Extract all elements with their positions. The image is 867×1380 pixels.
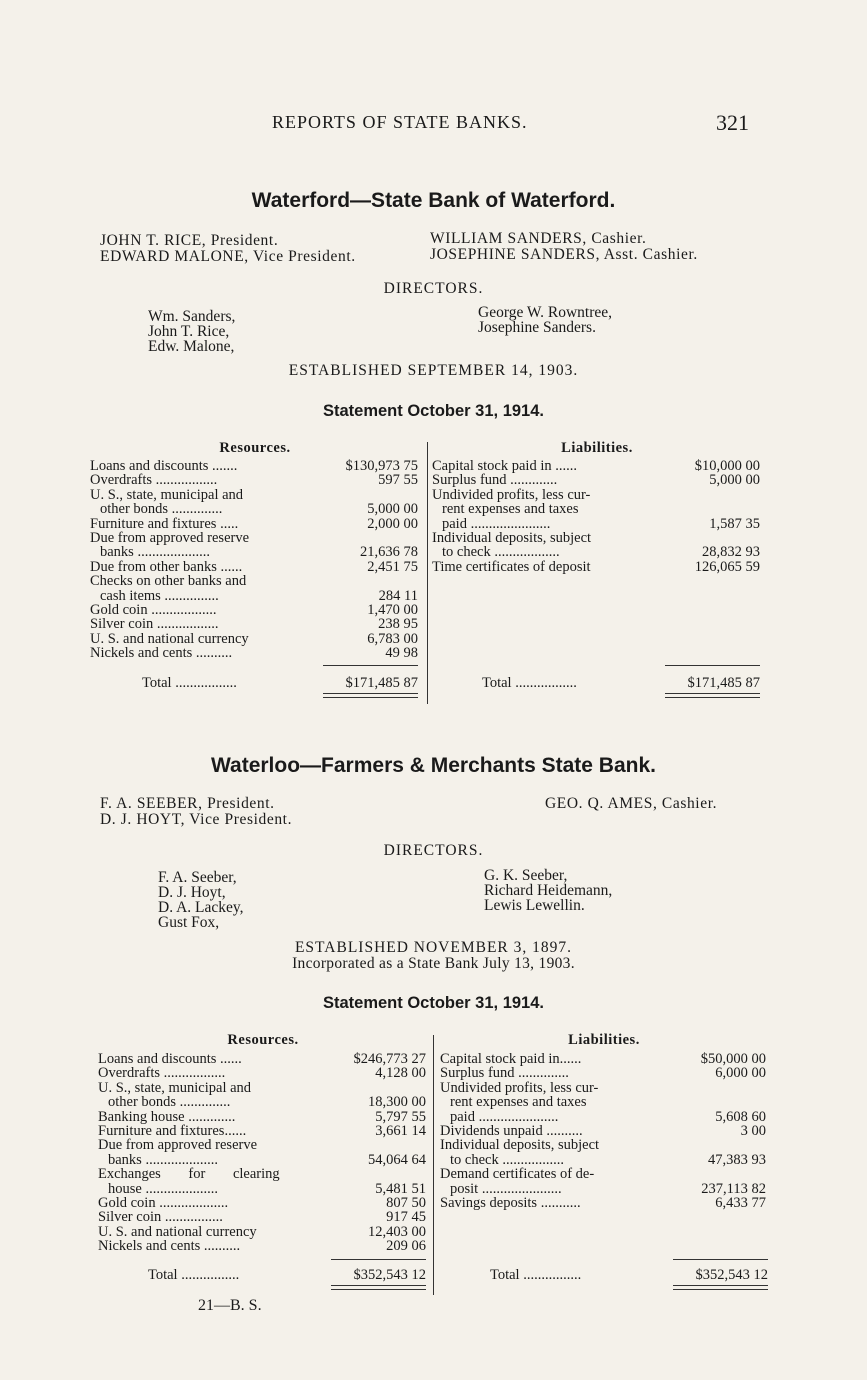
item-value: 2,000 00: [367, 515, 418, 532]
bank1-liabilities-table: [432, 459, 760, 574]
item-value: 2,451 75: [367, 558, 418, 575]
item-label: Overdrafts .................: [98, 1065, 226, 1082]
director: George W. Rowntree,: [478, 304, 613, 321]
item-label: Banking house .............: [98, 1108, 236, 1125]
bank2-incorporated: Incorporated as a State Bank July 13, 1903.: [292, 955, 575, 972]
item-label: Furniture and fixtures......: [98, 1122, 247, 1139]
bank2-resources-table: [98, 1052, 426, 1253]
item-value: 21,636 78: [360, 544, 418, 561]
table-row: [90, 589, 418, 603]
table-row: [440, 1066, 766, 1080]
bank2-resources-total: [148, 1267, 426, 1284]
item-value: 597 55: [378, 472, 418, 489]
director: Josephine Sanders.: [478, 319, 596, 336]
item-value: 3 00: [740, 1122, 766, 1139]
item-value: 284 11: [378, 587, 418, 604]
item-label: U. S. and national currency: [98, 1223, 257, 1240]
bank2-directors-right: [484, 868, 612, 913]
director: D. J. Hoyt,: [158, 884, 226, 901]
item-label: Exchanges for clearing: [98, 1166, 280, 1183]
item-label: banks ....................: [108, 1151, 218, 1168]
bank2-title: Waterloo—Farmers & Merchants State Bank.: [210, 754, 656, 777]
item-value: 807 50: [386, 1194, 426, 1211]
table-row: [98, 1196, 426, 1210]
item-label: Individual deposits, subject: [440, 1137, 600, 1154]
bank1-officers-right: [430, 231, 698, 263]
item-label: Individual deposits, subject: [432, 529, 592, 546]
item-label: Undivided profits, less cur-: [440, 1079, 599, 1096]
item-value: 917 45: [386, 1209, 426, 1226]
bank2-officers-right: [545, 796, 717, 812]
item-value: $10,000 00: [694, 458, 760, 474]
item-label: to check ..................: [442, 544, 560, 561]
director: Lewis Lewellin.: [484, 897, 585, 914]
item-label: Checks on other banks and: [90, 573, 247, 590]
item-label: paid ......................: [450, 1108, 559, 1125]
bank2-resources-heading: Resources.: [227, 1032, 299, 1048]
bank1-title: Waterford—State Bank of Waterford.: [251, 189, 616, 212]
table-row: [432, 545, 760, 559]
director: Gust Fox,: [158, 914, 220, 931]
bank1-resources-table: [90, 459, 418, 660]
bank2-directors-heading: DIRECTORS.: [383, 842, 484, 859]
table-row: [90, 603, 418, 617]
item-label: other bonds ..............: [108, 1094, 231, 1111]
item-value: 6,000 00: [715, 1065, 766, 1082]
item-label: Undivided profits, less cur-: [432, 486, 591, 503]
table-row: [432, 502, 760, 516]
double-rule: [331, 1289, 426, 1290]
item-label: Nickels and cents ..........: [90, 645, 233, 662]
table-row: [98, 1210, 426, 1224]
table-row: [98, 1110, 426, 1124]
table-row: [440, 1095, 766, 1109]
table-row: [440, 1138, 766, 1152]
double-rule: [323, 697, 418, 698]
officer-line: D. J. HOYT, Vice President.: [100, 811, 293, 828]
item-label: Overdrafts .................: [90, 472, 218, 489]
item-label: Due from other banks ......: [90, 558, 243, 575]
officer-line: JOSEPHINE SANDERS, Asst. Cashier.: [430, 246, 698, 263]
double-rule: [665, 697, 760, 698]
item-label: Demand certificates of de-: [440, 1166, 595, 1183]
table-row: [440, 1124, 766, 1138]
item-value: 209 06: [386, 1238, 426, 1255]
bank1-established: ESTABLISHED SEPTEMBER 14, 1903.: [288, 362, 579, 379]
item-label: Gold coin ..................: [90, 601, 217, 618]
officer-line: EDWARD MALONE, Vice President.: [100, 248, 356, 265]
bank2-directors-left: [158, 870, 244, 930]
double-rule: [673, 1289, 768, 1290]
item-value: 18,300 00: [368, 1094, 426, 1111]
table-row: [98, 1182, 426, 1196]
item-value: 4,128 00: [375, 1065, 426, 1082]
total-value: $352,543 12: [353, 1267, 426, 1283]
bank1-directors-left: [148, 309, 235, 354]
total-label: Total .................: [142, 675, 237, 691]
item-value: 238 95: [378, 616, 418, 633]
item-value: $246,773 27: [353, 1051, 426, 1067]
total-rule: [331, 1259, 426, 1260]
item-label: Furniture and fixtures .....: [90, 515, 239, 532]
director: Richard Heidemann,: [484, 882, 613, 899]
item-label: rent expenses and taxes: [442, 501, 579, 518]
table-row: [98, 1225, 426, 1239]
item-label: Due from approved reserve: [90, 529, 250, 546]
table-row: [432, 459, 760, 473]
item-value: 47,383 93: [708, 1151, 766, 1168]
item-value: 1,470 00: [367, 601, 418, 618]
total-value: $352,543 12: [695, 1267, 768, 1283]
officer-line: WILLIAM SANDERS, Cashier.: [430, 230, 647, 247]
double-rule: [673, 1285, 768, 1286]
bank1-directors-right: [478, 305, 612, 335]
table-row: [432, 473, 760, 487]
table-row: [440, 1196, 766, 1210]
item-value: 5,608 60: [715, 1108, 766, 1125]
item-value: 5,000 00: [709, 472, 760, 489]
table-row: [432, 560, 760, 574]
page-number: 321: [716, 110, 749, 135]
total-rule: [673, 1259, 768, 1260]
table-row: [98, 1239, 426, 1253]
total-value: $171,485 87: [345, 675, 418, 691]
total-label: Total ................: [490, 1267, 582, 1283]
bank1-directors-heading: DIRECTORS.: [383, 280, 484, 297]
total-label: Total .................: [482, 675, 577, 691]
item-label: Surplus fund .............: [432, 472, 558, 489]
officer-line: F. A. SEEBER, President.: [100, 795, 275, 812]
item-label: Due from approved reserve: [98, 1137, 258, 1154]
item-label: Savings deposits ...........: [440, 1194, 581, 1211]
item-label: Loans and discounts ......: [98, 1051, 242, 1067]
item-value: 237,113 82: [701, 1180, 766, 1197]
double-rule: [665, 693, 760, 694]
table-row: [432, 531, 760, 545]
table-row: [440, 1153, 766, 1167]
total-rule: [665, 665, 760, 666]
bank1-liabilities-total: [482, 675, 760, 692]
bank1-officers-left: [100, 233, 356, 265]
table-row: [98, 1052, 426, 1066]
item-label: paid ......................: [442, 515, 551, 532]
item-value: 3,661 14: [375, 1122, 426, 1139]
director: Edw. Malone,: [148, 338, 235, 355]
double-rule: [323, 693, 418, 694]
table-row: [98, 1138, 426, 1152]
bank2-established: ESTABLISHED NOVEMBER 3, 1897.: [294, 939, 573, 956]
item-label: Capital stock paid in......: [440, 1051, 582, 1067]
table-row: [98, 1167, 426, 1181]
item-value: 28,832 93: [702, 544, 760, 561]
table-row: [90, 488, 418, 502]
table-row: [90, 531, 418, 545]
table-row: [90, 502, 418, 516]
item-value: 6,783 00: [367, 630, 418, 647]
item-value: 6,433 77: [715, 1194, 766, 1211]
table-row: [90, 617, 418, 631]
item-value: 126,065 59: [694, 558, 760, 575]
table-row: [98, 1124, 426, 1138]
table-row: [90, 560, 418, 574]
table-row: [432, 488, 760, 502]
director: D. A. Lackey,: [158, 899, 244, 916]
item-label: Dividends unpaid ..........: [440, 1122, 583, 1139]
table-row: [90, 632, 418, 646]
table-row: [98, 1153, 426, 1167]
column-divider: [427, 442, 428, 704]
item-value: $50,000 00: [700, 1051, 766, 1067]
item-label: Silver coin .................: [90, 616, 219, 633]
table-row: [98, 1095, 426, 1109]
item-label: Nickels and cents ..........: [98, 1238, 241, 1255]
bank2-liabilities-table: [440, 1052, 766, 1210]
bank2-liabilities-total: [490, 1267, 768, 1284]
item-label: U. S., state, municipal and: [90, 486, 244, 503]
table-row: [98, 1081, 426, 1095]
item-label: U. S., state, municipal and: [98, 1079, 252, 1096]
bank1-liabilities-heading: Liabilities.: [561, 440, 633, 456]
item-label: Surplus fund ..............: [440, 1065, 569, 1082]
item-label: Gold coin ...................: [98, 1194, 229, 1211]
bank2-statement-heading: Statement October 31, 1914.: [322, 994, 544, 1012]
item-label: Silver coin ................: [98, 1209, 223, 1226]
item-value: 54,064 64: [368, 1151, 426, 1168]
item-label: other bonds ..............: [100, 501, 223, 518]
item-label: Loans and discounts .......: [90, 458, 238, 474]
item-value: 12,403 00: [368, 1223, 426, 1240]
table-row: [90, 459, 418, 473]
total-label: Total ................: [148, 1267, 240, 1283]
table-row: [98, 1066, 426, 1080]
item-label: banks ....................: [100, 544, 210, 561]
table-row: [440, 1182, 766, 1196]
bank1-resources-total: [142, 675, 418, 692]
item-value: 49 98: [385, 645, 418, 662]
table-row: [90, 473, 418, 487]
item-label: to check .................: [450, 1151, 564, 1168]
signature-mark: 21—B. S.: [198, 1297, 262, 1314]
officer-line: JOHN T. RICE, President.: [100, 232, 279, 249]
bank2-liabilities-heading: Liabilities.: [568, 1032, 640, 1048]
item-label: posit ......................: [450, 1180, 562, 1197]
director: John T. Rice,: [148, 323, 230, 340]
bank1-statement-heading: Statement October 31, 1914.: [322, 402, 544, 420]
table-row: [90, 646, 418, 660]
total-value: $171,485 87: [687, 675, 760, 691]
director: G. K. Seeber,: [484, 867, 568, 884]
double-rule: [331, 1285, 426, 1286]
table-row: [432, 517, 760, 531]
table-row: [90, 545, 418, 559]
bank1-resources-heading: Resources.: [219, 440, 291, 456]
item-label: cash items ...............: [100, 587, 219, 604]
director: F. A. Seeber,: [158, 869, 237, 886]
bank2-officers-left: [100, 796, 292, 828]
table-row: [440, 1110, 766, 1124]
table-row: [90, 574, 418, 588]
running-head: REPORTS OF STATE BANKS.: [272, 112, 528, 132]
total-rule: [323, 665, 418, 666]
item-label: rent expenses and taxes: [450, 1094, 587, 1111]
item-label: Capital stock paid in ......: [432, 458, 577, 474]
column-divider: [433, 1035, 434, 1295]
item-value: $130,973 75: [345, 458, 418, 474]
item-value: 5,481 51: [375, 1180, 426, 1197]
director: Wm. Sanders,: [148, 308, 236, 325]
item-label: house ....................: [108, 1180, 218, 1197]
item-label: U. S. and national currency: [90, 630, 249, 647]
officer-line: GEO. Q. AMES, Cashier.: [545, 795, 718, 812]
item-value: 5,000 00: [367, 501, 418, 518]
table-row: [440, 1052, 766, 1066]
table-row: [90, 517, 418, 531]
table-row: [440, 1167, 766, 1181]
item-label: Time certificates of deposit: [432, 558, 591, 575]
item-value: 1,587 35: [709, 515, 760, 532]
item-value: 5,797 55: [375, 1108, 426, 1125]
table-row: [440, 1081, 766, 1095]
